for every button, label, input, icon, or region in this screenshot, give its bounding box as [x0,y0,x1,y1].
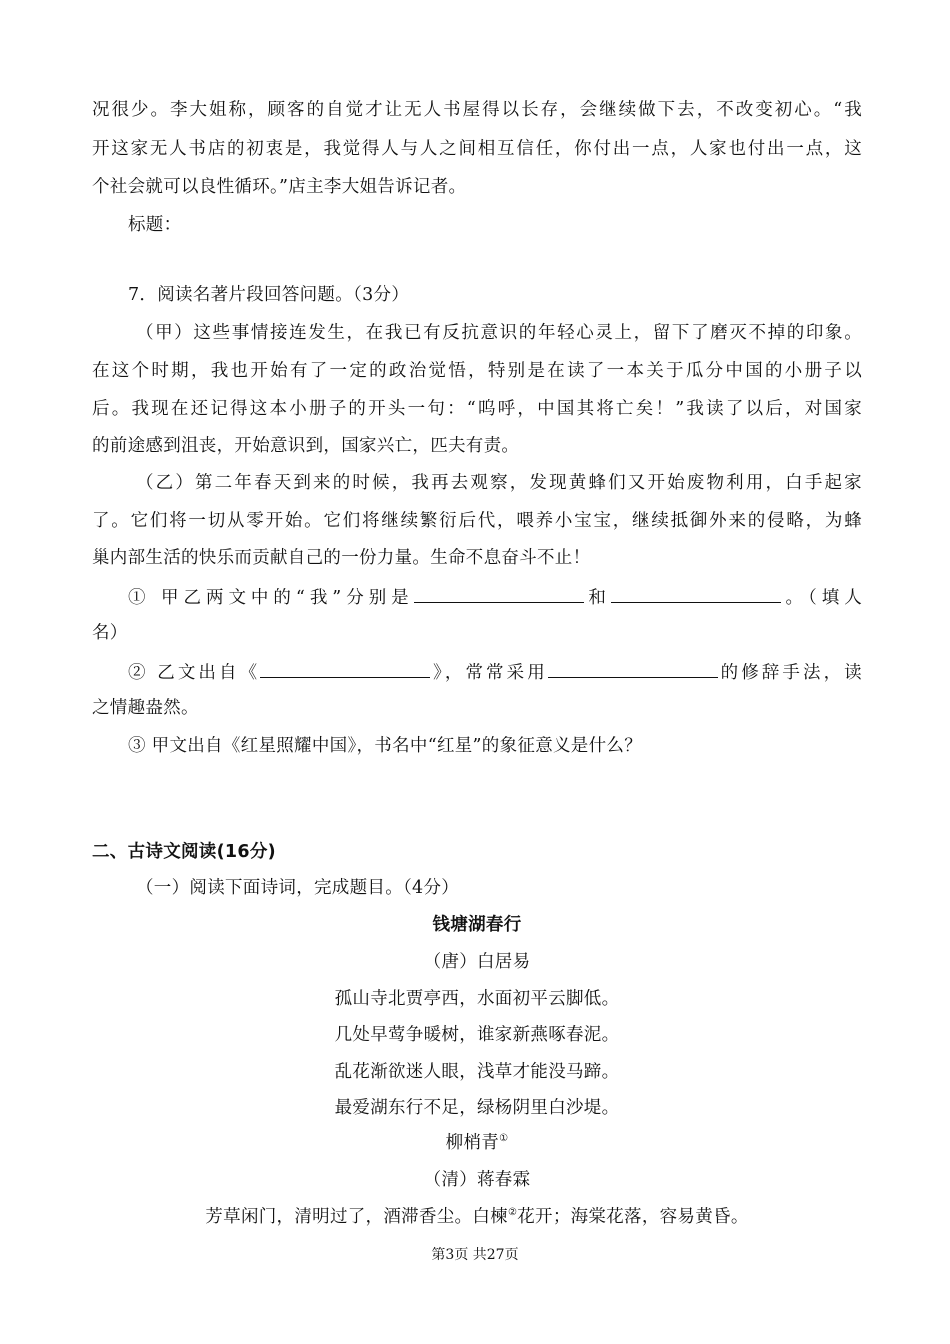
poem2-line-part: 花开；海棠花落，容易黄昏。 [517,1207,749,1227]
answer-blank[interactable] [414,584,584,603]
poem1-line: 孤山寺北贾亭西，水面初平云脚低。 [334,989,620,1009]
section2-heading: 二、古诗文阅读(16分) [92,842,276,862]
q7-sub2-cont: 之情趣盎然。 [92,698,199,718]
poem2-title [92,1131,862,1155]
q7-sub1-text-a: ① 甲乙两文中的“我”分别是 [128,588,414,608]
q7-jia-line: 在这个时期，我也开始有了一定的政治觉悟，特别是在读了一本关于瓜分中国的小册子以 [92,361,862,381]
footnote-marker: ② [507,1207,518,1219]
q7-yi-line: 了。它们将一切从零开始。它们将继续繁衍后代，喂养小宝宝，继续抵御外来的侵略，为蜂 [92,511,862,531]
q7-yi-line: （乙）第二年春天到来的时候，我再去观察，发现黄蜂们又开始废物利用，白手起家 [136,473,862,493]
q7-sub2-text-c: 的修辞手法，读 [717,663,862,683]
q7-sub2 [128,659,862,685]
answer-blank[interactable] [260,659,430,678]
q7-jia-line: 后。我现在还记得这本小册子的开头一句：“呜呼，中国其将亡矣！”我读了以后，对国家 [92,399,862,419]
page-footer: 第3页 共27页 [431,1247,519,1263]
q7-heading: 7．阅读名著片段回答问题。（3分） [128,285,410,305]
title-prompt: 标题： [128,215,182,235]
q7-sub2-text-b: 》，常常采用 [430,663,548,683]
footnote-marker: ① [499,1133,509,1145]
poem2-line [92,1205,862,1229]
poem1-line: 乱花渐欲迷人眼，浅草才能没马蹄。 [334,1062,620,1082]
answer-blank[interactable] [548,659,718,678]
q7-yi-line: 巢内部生活的快乐而贡献自己的一份力量。生命不息奋斗不止！ [92,548,591,568]
poem1-line: 最爱湖东行不足，绿杨阴里白沙堤。 [334,1098,620,1118]
poem2-author: （清）蒋春霖 [423,1170,531,1190]
passage-line: 个社会就可以良性循环。”店主李大姐告诉记者。 [92,177,467,197]
answer-blank[interactable] [611,584,781,603]
poem1-line: 几处早莺争暖树，谁家新燕啄春泥。 [334,1025,620,1045]
q7-sub1-cont: 名） [92,623,128,643]
section2-part1-intro: （一）阅读下面诗词，完成题目。（4分） [136,878,460,898]
q7-sub1 [128,584,862,610]
q7-sub3: ③ 甲文出自《红星照耀中国》，书名中“红星”的象征意义是什么？ [128,736,643,756]
q7-sub1-text-b: 和 [583,588,611,608]
passage-line: 开这家无人书店的初衷是，我觉得人与人之间相互信任，你付出一点，人家也付出一点，这 [92,139,862,159]
poem1-author: （唐）白居易 [423,952,531,972]
q7-sub2-text-a: ② 乙文出自《 [128,663,261,683]
poem1-title: 钱塘湖春行 [432,915,522,935]
poem2-line-part: 芳草闲门，清明过了，酒滞香尘。白楝 [205,1207,508,1227]
q7-sub1-text-c: 。（填人 [780,588,863,608]
q7-jia-line: （甲）这些事情接连发生，在我已有反抗意识的年轻心灵上，留下了磨灭不掉的印象。 [136,323,862,343]
passage-line: 况很少。李大姐称，顾客的自觉才让无人书屋得以长存，会继续做下去，不改变初心。“我 [92,100,862,120]
q7-jia-line: 的前途感到沮丧，开始意识到，国家兴亡，匹夫有责。 [92,436,520,456]
poem2-title-text: 柳梢青 [445,1133,500,1153]
